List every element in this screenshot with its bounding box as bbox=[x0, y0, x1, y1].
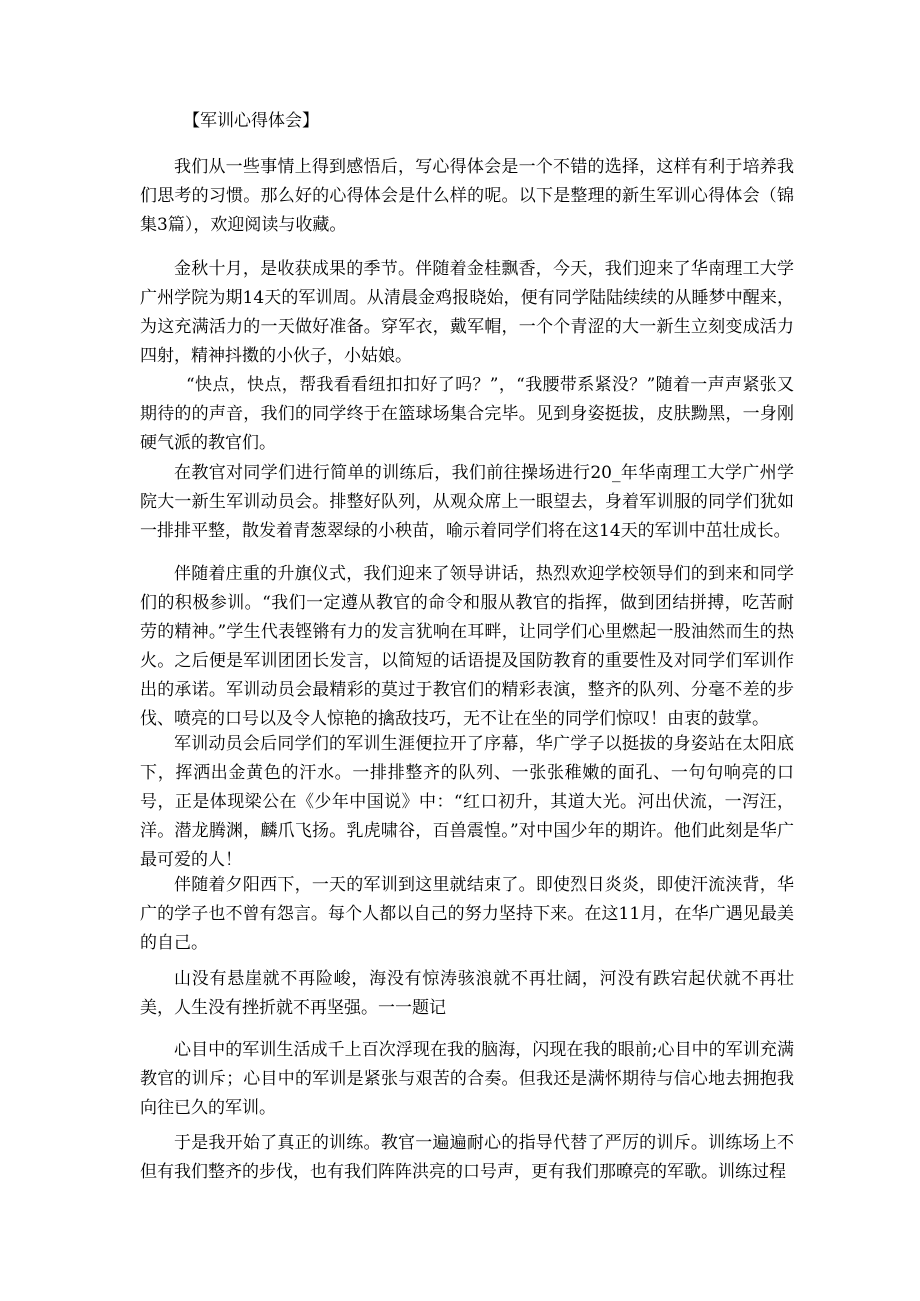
paragraph: 心目中的军训生活成千上百次浮现在我的脑海，闪现在我的眼前;心目中的军训充满教官的训斥；心目中的军训是紧张与艰苦的合奏。但我还是满怀期待与信心地去拥抱我向往已久的军训。 bbox=[140, 1040, 794, 1118]
paragraph-epigraph: 山没有悬崖就不再险峻，海没有惊涛骇浪就不再壮阔，河没有跌宕起伏就不再壮美，人生没有挫折就不再坚强。一一题记 bbox=[140, 969, 794, 1018]
paragraph: 于是我开始了真正的训练。教官一遍遍耐心的指导代替了严厉的训斥。训练场上不但有我们整齐的步伐，也有我们阵阵洪亮的口号声，更有我们那暸亮的军歌。训练过程 bbox=[140, 1133, 794, 1182]
paragraph: 军训动员会后同学们的军训生涯便拉开了序幕，华广学子以挺拔的身姿站在太阳底下，挥洒出金黄色的汗水。一排排整齐的队列、一张张稚嫩的面孔、一句句响亮的口号，正是体现梁公在《少年中国说》中：“红口初升，其道大光。河出伏流，一泻汪，洋。潜龙腾渊，麟爪飞扬。乳虎啸谷，百兽震惶。”对中国少年的期许。他们此刻是华广最可爱的人！ bbox=[140, 734, 794, 870]
paragraph: 在教官对同学们进行简单的训练后，我们前往操场进行20_年华南理工大学广州学院大一新生军训动员会。排整好队列，从观众席上一眼望去，身着军训服的同学们犹如一排排平整，散发着青葱翠绿的小秧苗，喻示着同学们将在这14天的军训中茁壮成长。 bbox=[140, 463, 794, 541]
paragraph-intro: 我们从一些事情上得到感悟后，写心得体会是一个不错的选择，这样有利于培养我们思考的习惯。那么好的心得体会是什么样的呢。以下是整理的新生军训心得体会（锦集3篇），欢迎阅读与收藏。 bbox=[140, 157, 794, 235]
paragraph: “快点，快点，帮我看看纽扣扣好了吗？”，“我腰带系紧没？”随着一声声紧张又期待的的声音，我们的同学终于在篮球场集合完毕。见到身姿挺拔，皮肤黝黑，一身刚硬气派的教官们。 bbox=[140, 375, 794, 453]
paragraph: 伴随着夕阳西下，一天的军训到这里就结束了。即使烈日炎炎，即使汗流浃背，华广的学子也不曾有怨言。每个人都以自己的努力坚持下来。在这11月，在华广遇见最美的自己。 bbox=[140, 875, 794, 953]
paragraph: 金秋十月，是收获成果的季节。伴随着金桂飘香，今天，我们迎来了华南理工大学广州学院为期14天的军训周。从清晨金鸡报晓始，便有同学陆陆续续的从睡梦中醒来，为这充满活力的一天做好准备。穿军衣，戴军帽，一个个青涩的大一新生立刻变成活力四射，精神抖擞的小伙子，小姑娘。 bbox=[140, 259, 794, 366]
paragraph: 伴随着庄重的升旗仪式，我们迎来了领导讲话，热烈欢迎学校领导们的到来和同学们的积极参训。“我们一定遵从教官的命令和服从教官的指挥，做到团结拼搏，吃苦耐劳的精神。”学生代表铿锵有力的发言犹响在耳畔，让同学们心里燃起一股油然而生的热火。之后便是军训团团长发言，以简短的话语提及国防教育的重要性及对同学们军训作出的承诺。军训动员会最精彩的莫过于教官们的精彩表演，整齐的队列、分毫不差的步伐、喷亮的口号以及令人惊艳的擒敌技巧，无不让在坐的同学们惊叹！由衷的鼓掌。 bbox=[140, 564, 794, 729]
document-title: 【军训心得体会】 bbox=[183, 111, 319, 131]
